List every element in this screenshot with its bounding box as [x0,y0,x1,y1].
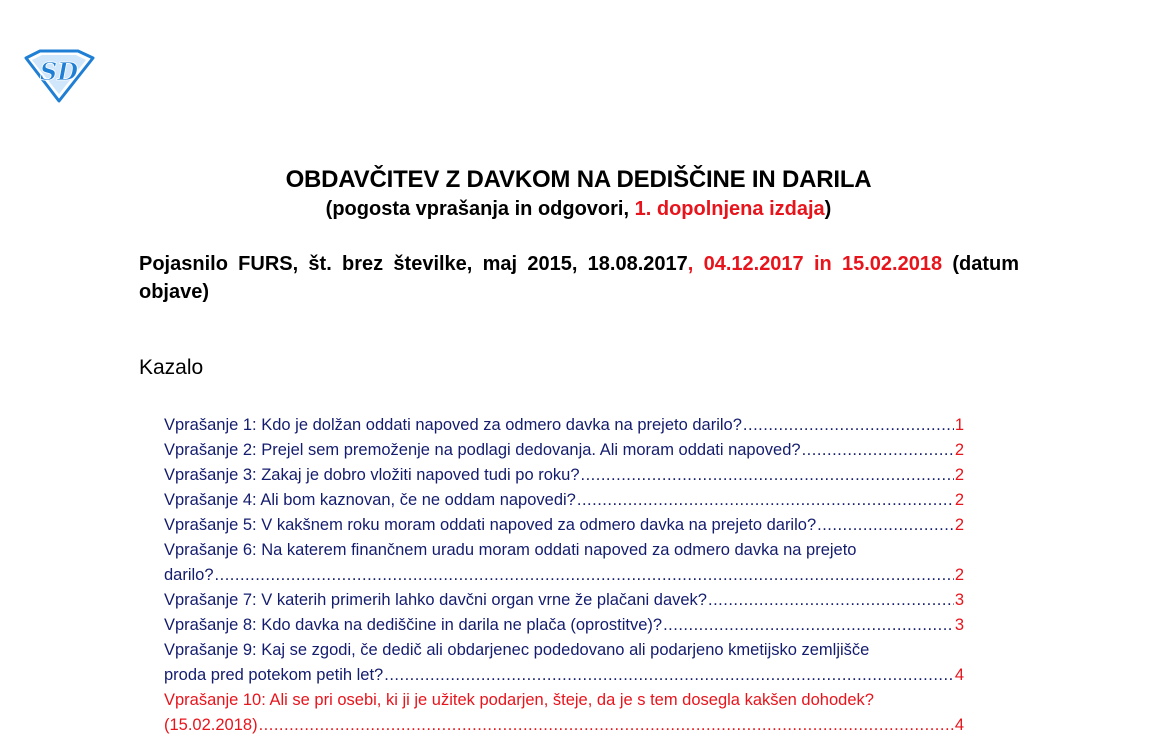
toc-dot-leader [215,563,954,588]
toc-entry-text: Vprašanje 4: Ali bom kaznovan, če ne oddam napovedi? [164,491,576,509]
toc-page-number: 2 [954,491,964,509]
explanation-red-dates: , 04.12.2017 in 15.02.2018 [687,253,943,275]
toc-entry[interactable] [164,638,964,688]
toc-page-number: 2 [954,516,964,534]
toc-dot-leader [802,438,954,463]
table-of-contents [164,413,964,738]
toc-entry[interactable] [164,438,964,463]
toc-page-number: 3 [954,616,964,634]
document-title: OBDAVČITEV Z DAVKOM NA DEDIŠČINE IN DARILA [285,166,872,193]
document-subtitle [0,198,1157,221]
toc-dot-leader [577,488,954,513]
toc-entry[interactable] [164,463,964,488]
logo-lettering: SD [39,57,79,86]
toc-dot-leader [743,413,954,438]
toc-entry[interactable] [164,413,964,438]
toc-entry[interactable] [164,688,964,738]
furs-logo [22,48,96,104]
explanation-prefix: Pojasnilo FURS, št. brez številke, maj 2015, 18.08.2017 [139,253,688,275]
toc-entry-text: (15.02.2018) [164,716,258,734]
toc-entry-text: Vprašanje 10: Ali se pri osebi, ki ji je užitek podarjen, šteje, da je s tem dosegla kakšen dohodek? [164,691,874,709]
subtitle-edition: 1. dopolnjena izdaja [634,198,825,220]
toc-page-number: 4 [954,716,964,734]
explanation-suffix: (datum objave) [139,253,1019,303]
toc-entry-text: Vprašanje 5: V kakšnem roku moram oddati napoved za odmero davka na prejeto darilo? [164,516,817,534]
toc-entry[interactable] [164,488,964,513]
toc-entry-text: Vprašanje 9: Kaj se zgodi, če dedič ali obdarjenec podedovano ali podarjeno kmetijsko zemljišče [164,641,870,659]
toc-entry[interactable] [164,588,964,613]
toc-entry[interactable] [164,538,964,588]
subtitle-close: ) [824,198,832,220]
toc-page-number: 2 [954,466,964,484]
explanation-paragraph [139,250,1019,306]
toc-entry-text: Vprašanje 7: V katerih primerih lahko davčni organ vrne že plačani davek? [164,591,707,609]
toc-page-number: 1 [954,416,964,434]
toc-page-number: 2 [954,441,964,459]
toc-entry-text: Vprašanje 3: Zakaj je dobro vložiti napoved tudi po roku? [164,466,580,484]
toc-dot-leader [708,588,954,613]
toc-entry-text: proda pred potekom petih let? [164,666,384,684]
toc-entry-text: Vprašanje 2: Prejel sem premoženje na podlagi dedovanja. Ali moram oddati napoved? [164,441,801,459]
toc-dot-leader [581,463,954,488]
toc-heading: Kazalo [139,356,204,379]
toc-page-number: 2 [954,566,964,584]
toc-entry-text: Vprašanje 8: Kdo davka na dediščine in darila ne plača (oprostitve)? [164,616,663,634]
toc-entry-text: Vprašanje 6: Na katerem finančnem uradu moram oddati napoved za odmero davka na prejeto [164,541,857,559]
toc-entry-text: Vprašanje 1: Kdo je dolžan oddati napoved za odmero davka na prejeto darilo? [164,416,742,434]
toc-entry[interactable] [164,613,964,638]
toc-page-number: 4 [954,666,964,684]
toc-dot-leader [663,613,954,638]
toc-dot-leader [259,713,954,738]
toc-entry-text: darilo? [164,566,214,584]
toc-entry[interactable] [164,513,964,538]
subtitle-open: (pogosta vprašanja in odgovori, [325,198,635,220]
toc-dot-leader [384,663,954,688]
toc-dot-leader [817,513,954,538]
toc-page-number: 3 [954,591,964,609]
